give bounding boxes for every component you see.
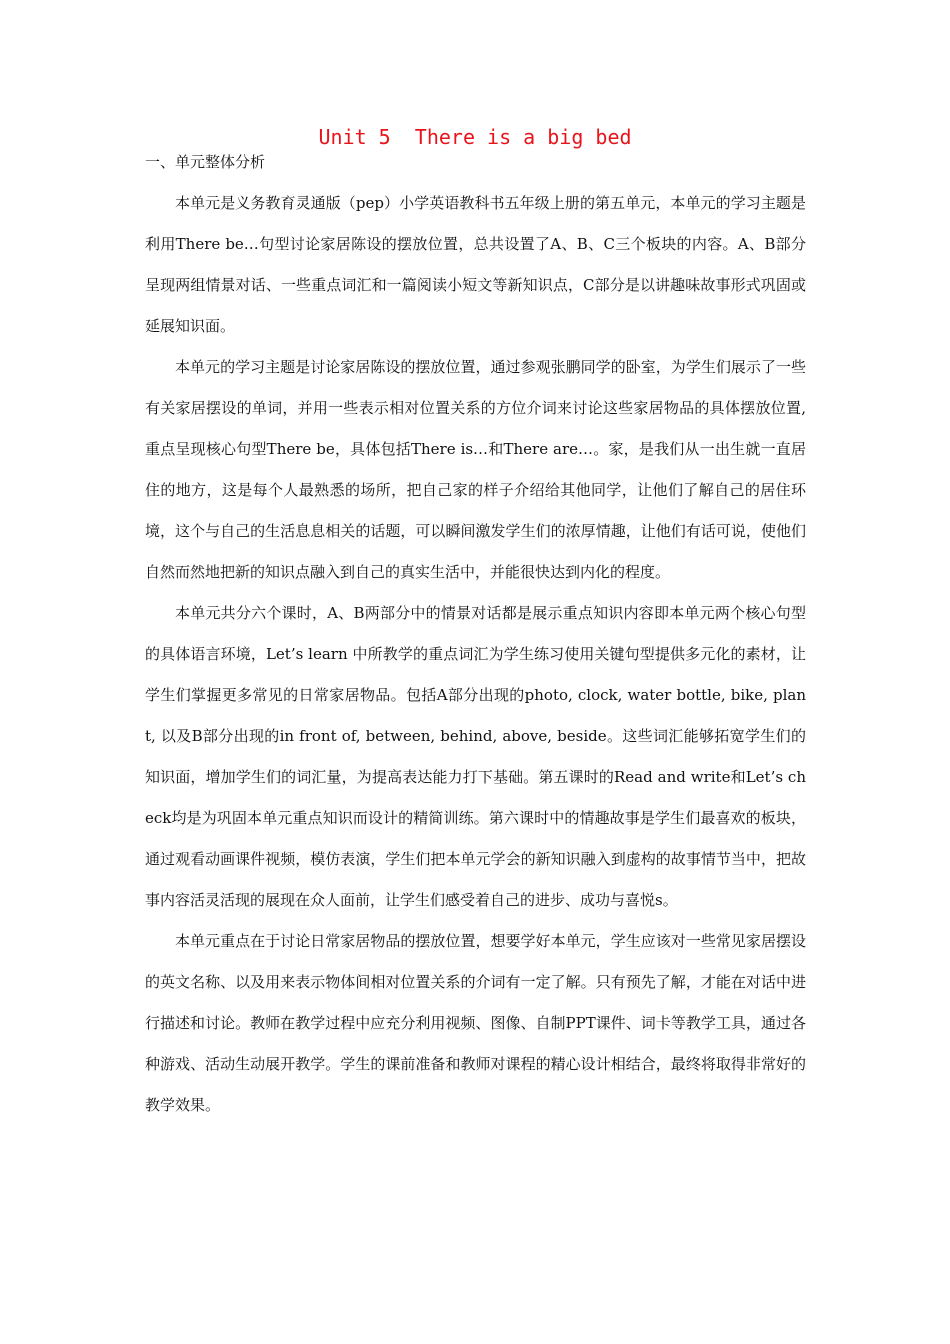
paragraph-1: 本单元是义务教育灵通版（pep）小学英语教科书五年级上册的第五单元，本单元的学习主题是利用There be…句型讨论家居陈设的摆放位置，总共设置了A、B、C三个板块的内容。A、B部分呈现两组情景对话、一些重点词汇和一篇阅读小短文等新知识点，C部分是以讲趣味故事形式巩固或延展知识面。: [145, 194, 806, 335]
section-heading: 一、单元整体分析: [145, 153, 266, 171]
paragraph-3: 本单元共分六个课时，A、B两部分中的情景对话都是展示重点知识内容即本单元两个核心句型的具体语言环境，Let’s learn 中所教学的重点词汇为学生练习使用关键句型提供多元化的素材，让学生们掌握更多常见的日常家居物品。包括A部分出现的photo, clock, water bottle, bike, plant, 以及B部分出现的in front of, between, behind, above, beside。这些词汇能够拓宽学生们的知识面，增加学生们的词汇量，为提高表达能力打下基础。第五课时的Read and write和Let’s check均是为巩固本单元重点知识而设计的精简训练。第六课时中的情趣故事是学生们最喜欢的板块，通过观看动画课件视频，模仿表演，学生们把本单元学会的新知识融入到虚构的故事情节当中，把故事内容活灵活现的展现在众人面前，让学生们感受着自己的进步、成功与喜悦s。: [145, 604, 806, 909]
paragraph-2: 本单元的学习主题是讨论家居陈设的摆放位置，通过参观张鹏同学的卧室，为学生们展示了一些有关家居摆设的单词，并用一些表示相对位置关系的方位介词来讨论这些家居物品的具体摆放位置,重点呈现核心句型There be，具体包括There is…和There are…。家，是我们从一出生就一直居住的地方，这是每个人最熟悉的场所，把自己家的样子介绍给其他同学，让他们了解自己的居住环境，这个与自己的生活息息相关的话题，可以瞬间激发学生们的浓厚情趣，让他们有话可说，使他们自然而然地把新的知识点融入到自己的真实生活中，并能很快达到内化的程度。: [145, 358, 806, 581]
document-title: Unit 5 There is a big bed: [318, 125, 632, 149]
body-text: [145, 183, 806, 1126]
paragraph-4: 本单元重点在于讨论日常家居物品的摆放位置，想要学好本单元，学生应该对一些常见家居摆设的英文名称、以及用来表示物体间相对位置关系的介词有一定了解。只有预先了解，才能在对话中进行描述和讨论。教师在教学过程中应充分利用视频、图像、自制PPT课件、词卡等教学工具，通过各种游戏、活动生动展开教学。学生的课前准备和教师对课程的精心设计相结合，最终将取得非常好的教学效果。: [145, 932, 806, 1114]
